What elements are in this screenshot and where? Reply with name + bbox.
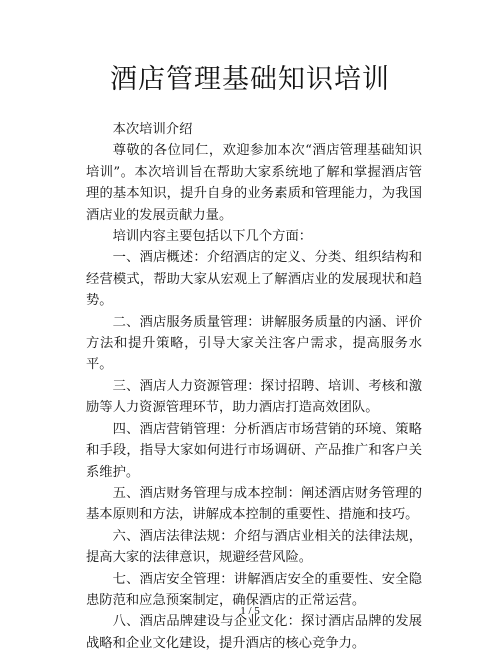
paragraph-item-1: 一、酒店概述：介绍酒店的定义、分类、组织结构和经营模式，帮助大家从宏观上了解酒店业的发展现状和趋势。 xyxy=(86,250,422,309)
paragraph-item-5: 五、酒店财务管理与成本控制：阐述酒店财务管理的基本原则和方法，讲解成本控制的重要性、措施和技巧。 xyxy=(86,485,422,523)
page-number: 1 / 5 xyxy=(240,605,260,617)
paragraph-item-6: 六、酒店法律法规：介绍与酒店业相关的法律法规，提高大家的法律意识，规避经营风险。 xyxy=(86,528,422,566)
paragraph-item-2: 二、酒店服务质量管理：讲解服务质量的内涵、评价方法和提升策略，引导大家关注客户需求，提高服务水平。 xyxy=(86,314,422,373)
paragraph-welcome: 尊敬的各位同仁，欢迎参加本次“酒店管理基础知识培训”。本次培训旨在帮助大家系统地了解和掌握酒店管理的基本知识，提升自身的业务素质和管理能力，为我国酒店业的发展贡献力量。 xyxy=(86,143,422,223)
paragraph-content-intro: 培训内容主要包括以下几个方面： xyxy=(112,229,313,245)
paragraph-item-4: 四、酒店营销管理：分析酒店市场营销的环境、策略和手段，指导大家如何进行市场调研、产品推广和客户关系维护。 xyxy=(86,421,422,480)
document-title: 酒店管理基础知识培训 xyxy=(110,64,390,95)
paragraph-item-3: 三、酒店人力资源管理：探讨招聘、培训、考核和激励等人力资源管理环节，助力酒店打造高效团队。 xyxy=(86,378,422,416)
document-body xyxy=(86,119,422,654)
paragraph-intro-heading: 本次培训介绍 xyxy=(112,122,193,137)
paragraph-item-8: 八、酒店品牌建设与企业文化：探讨酒店品牌的发展战略和企业文化建设，提升酒店的核心竞争力。 xyxy=(86,614,422,651)
paragraph-item-7: 七、酒店安全管理：讲解酒店安全的重要性、安全隐患防范和应急预案制定，确保酒店的正常运营。 xyxy=(86,571,422,608)
